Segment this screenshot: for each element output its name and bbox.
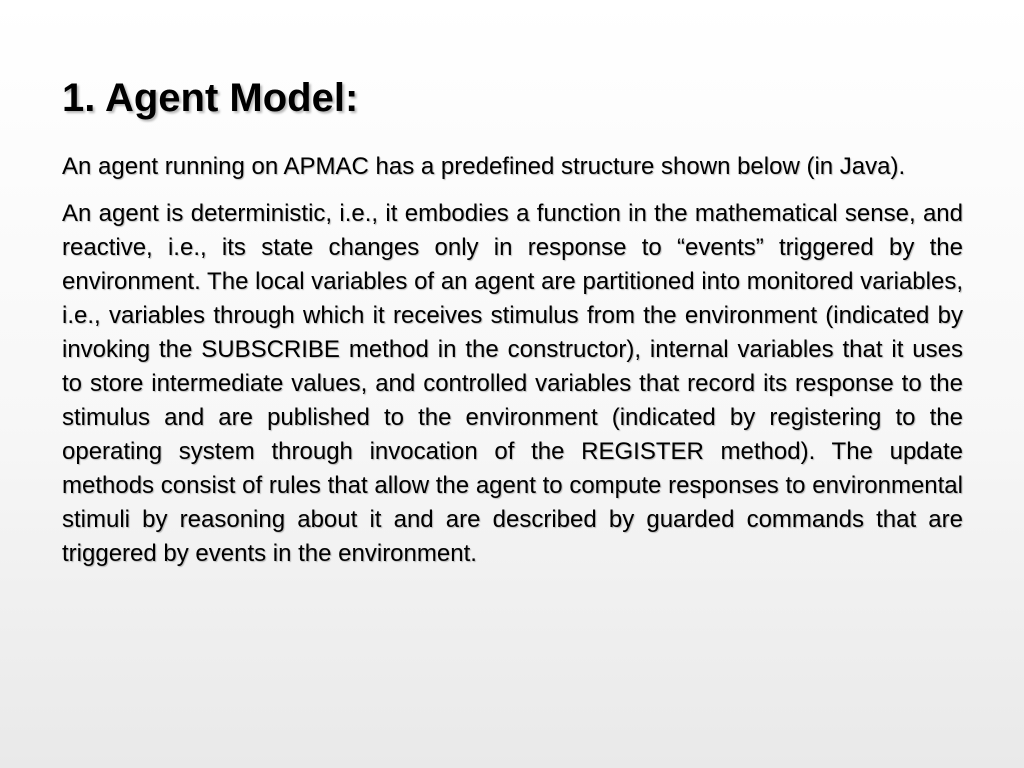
slide-body (62, 150, 963, 584)
slide-title: 1. Agent Model: (62, 76, 359, 120)
paragraph-description: An agent is deterministic, i.e., it embodies a function in the mathematical sense, and reactive, i.e., its state changes only in response to “events” triggered by the environment. The local variables of an agent are partitioned into monitored variables, i.e., variables through which it receives stimulus from the environment (indicated by invoking the SUBSCRIBE method in the constructor), internal variables that it uses to store intermediate values, and controlled variables that record its response to the stimulus and are published to the environment (indicated by registering to the operating system through invocation of the REGISTER method). The update methods consist of rules that allow the agent to compute responses to environmental stimuli by reasoning about it and are described by guarded commands that are triggered by events in the environment. (62, 200, 963, 567)
paragraph-intro: An agent running on APMAC has a predefined structure shown below (in Java). (62, 153, 906, 180)
